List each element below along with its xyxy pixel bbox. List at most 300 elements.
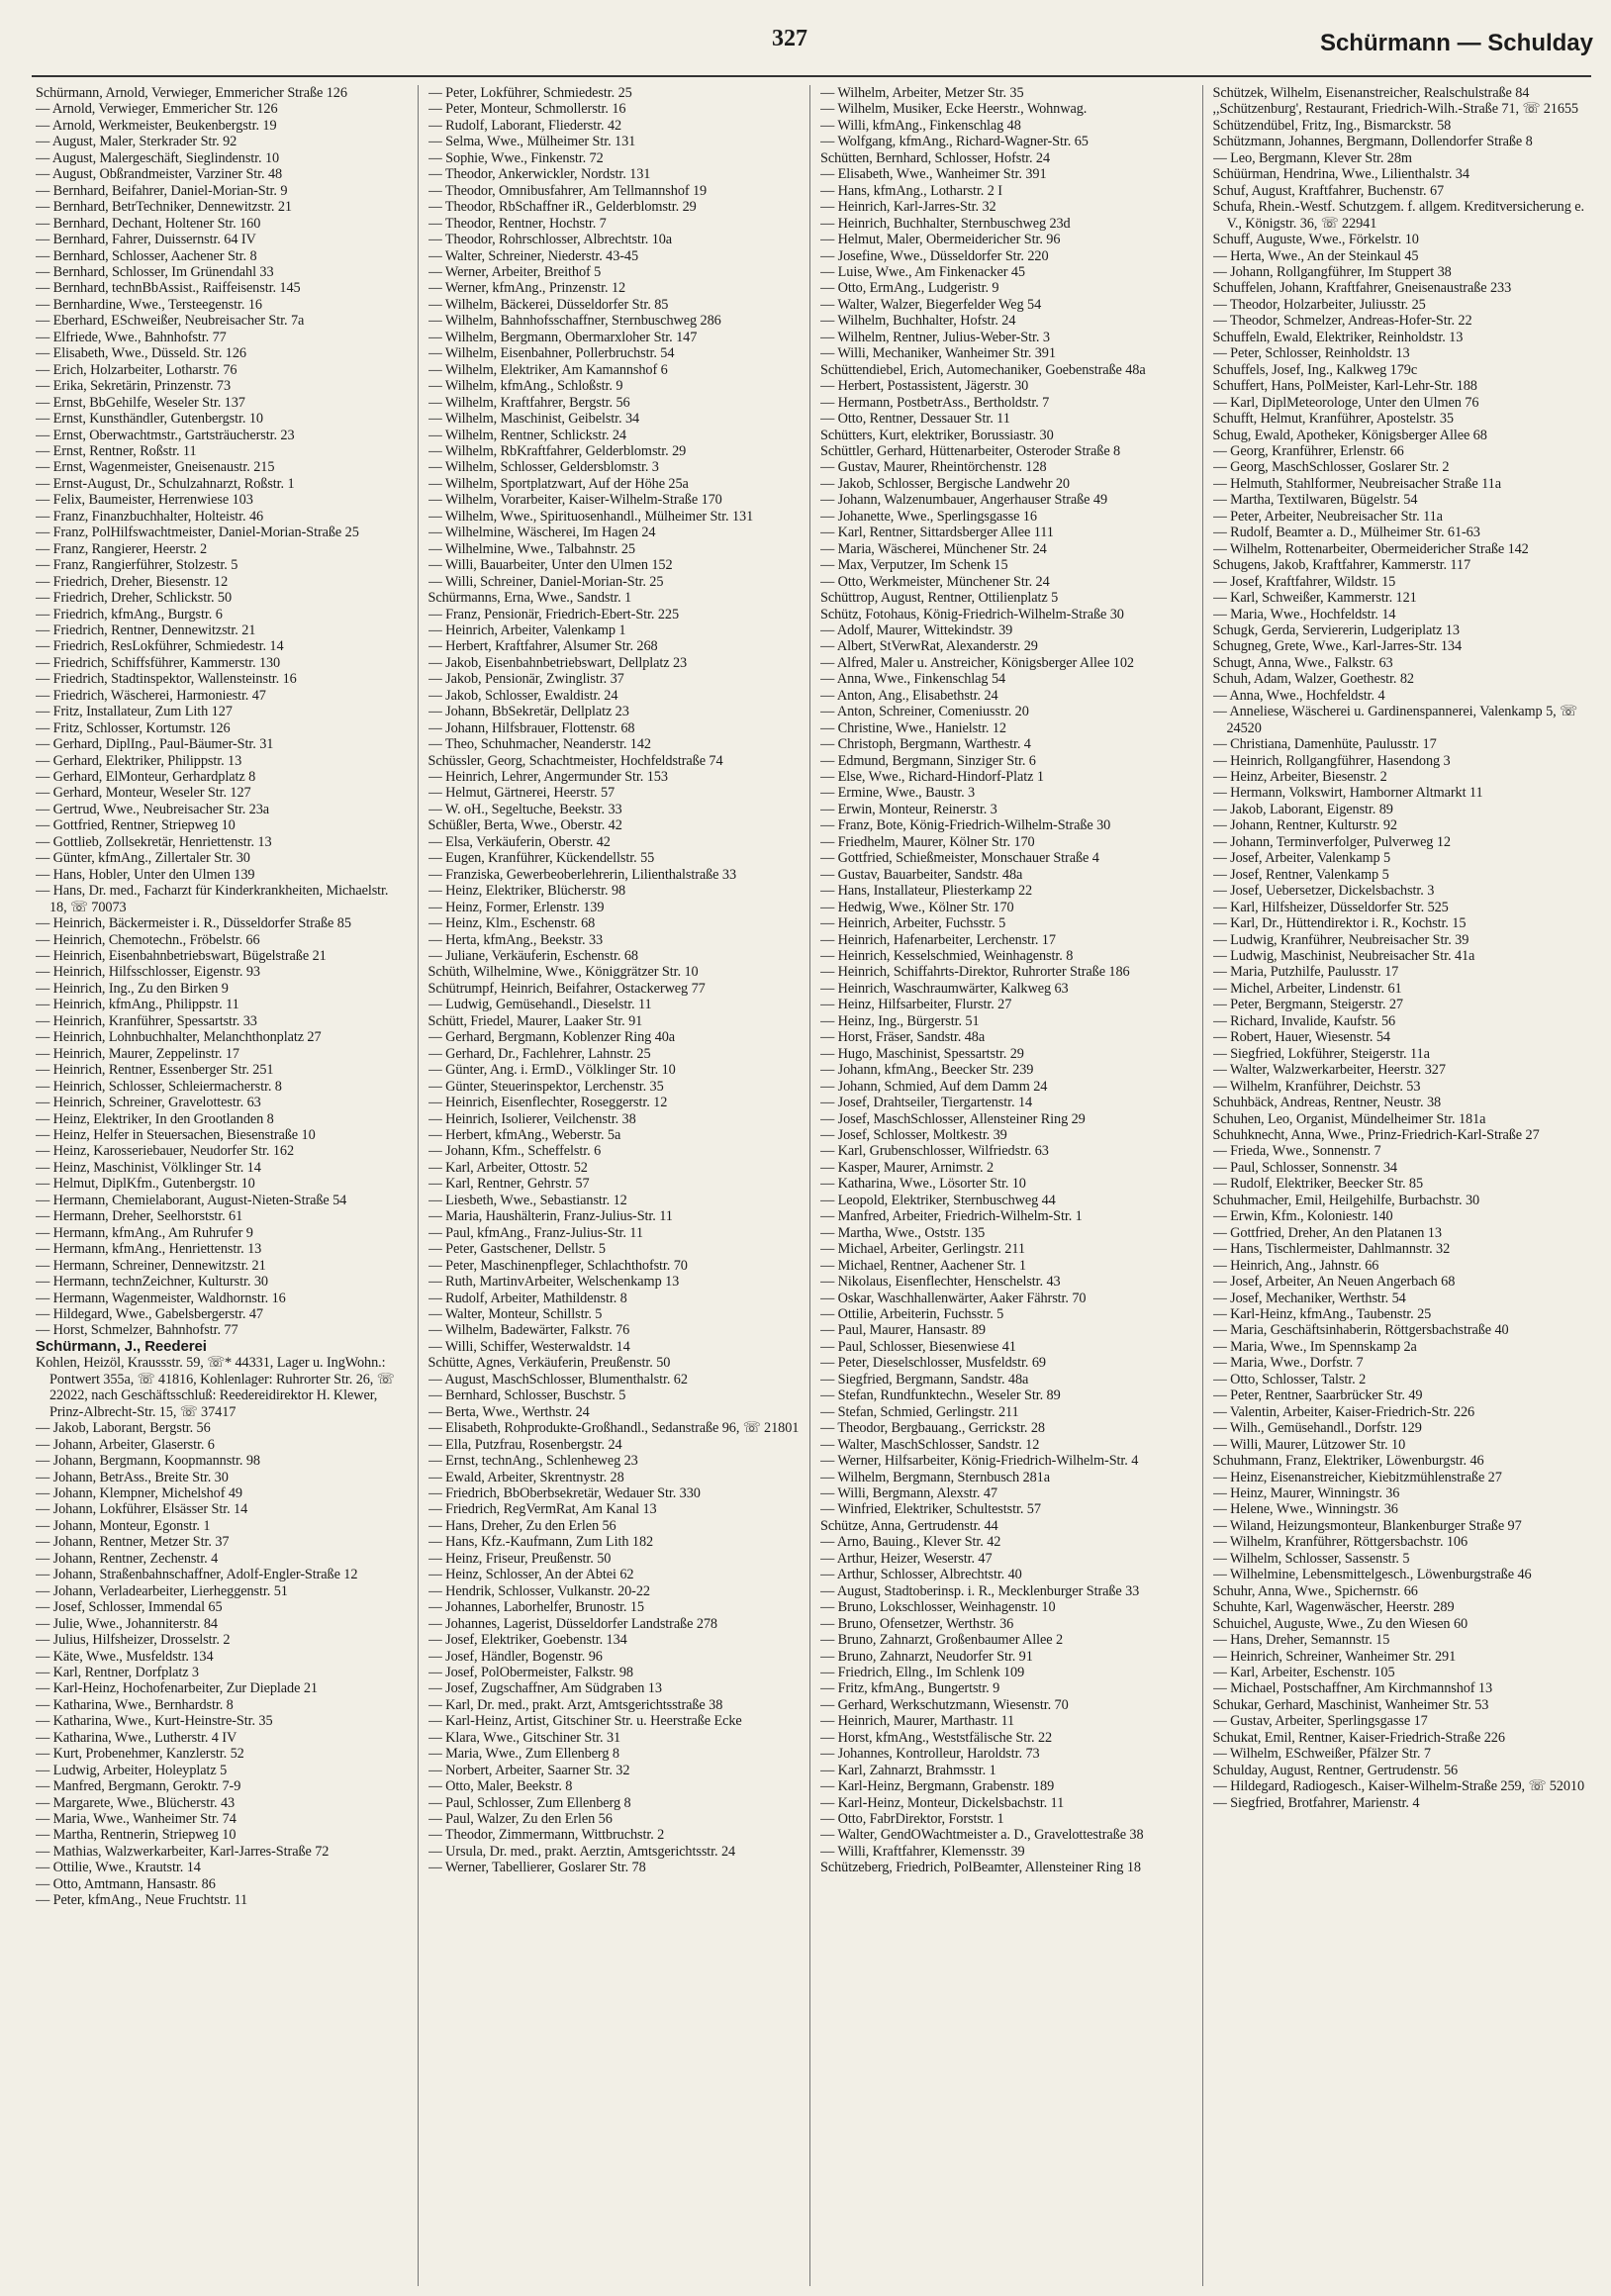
- directory-entry: — Friedhelm, Maurer, Kölner Str. 170: [820, 833, 1035, 850]
- directory-entry: — Stefan, Schmied, Gerlingstr. 211: [820, 1403, 1019, 1420]
- directory-entry: — Katharina, Wwe., Lösorter Str. 10: [820, 1176, 1026, 1193]
- directory-entry: — Johann, Rollgangführer, Im Stuppert 38: [1212, 263, 1452, 280]
- directory-entry: — Johann, BetrAss., Breite Str. 30: [36, 1469, 229, 1485]
- directory-entry: — Friedrich, Wäscherei, Harmoniestr. 47: [36, 687, 266, 704]
- directory-entry: — Heinrich, Schreiner, Wanheimer Str. 291: [1212, 1648, 1457, 1665]
- directory-entry: — Johannes, Laborhelfer, Brunostr. 15: [427, 1599, 644, 1616]
- directory-entry: — Käte, Wwe., Musfeldstr. 134: [36, 1648, 214, 1665]
- directory-entry: — Josef, Drahtseiler, Tiergartenstr. 14: [820, 1095, 1033, 1111]
- page-header: [0, 0, 1611, 59]
- directory-entry: — Peter, Rentner, Saarbrücker Str. 49: [1212, 1387, 1423, 1404]
- directory-entry: — Felix, Baumeister, Herrenwiese 103: [36, 492, 253, 509]
- directory-entry: — Josef, Schlosser, Immendal 65: [36, 1599, 223, 1616]
- directory-entry: — Franz, Bote, König-Friedrich-Wilhelm-Straße 30: [820, 817, 1111, 834]
- directory-entry: — Heinrich, Maurer, Zeppelinstr. 17: [36, 1045, 239, 1062]
- directory-entry: — Ludwig, Maschinist, Neubreisacher Str. 41a: [1212, 948, 1475, 965]
- directory-entry: — Wilhelm, Bergmann, Obermarxloher Str. 147: [427, 329, 698, 345]
- directory-entry: — Wilhelm, Schlosser, Geldersblomstr. 3: [427, 459, 659, 476]
- directory-entry: — Johann, Rentner, Kulturstr. 92: [1212, 817, 1397, 834]
- directory-entry: — Erwin, Monteur, Reinerstr. 3: [820, 801, 997, 817]
- directory-entry: — Karl-Heinz, Monteur, Dickelsbachstr. 11: [820, 1794, 1065, 1811]
- directory-entry: — Helmut, DiplKfm., Gutenbergstr. 10: [36, 1176, 255, 1193]
- directory-entry: Schüttler, Gerhard, Hüttenarbeiter, Osteroder Straße 8: [820, 442, 1121, 459]
- directory-entry: — Wilh., Gemüsehandl., Dorfstr. 129: [1212, 1420, 1422, 1437]
- directory-entry: — Wilhelm, Kraftfahrer, Bergstr. 56: [427, 394, 630, 411]
- directory-entry: — Josef, Mechaniker, Werthstr. 54: [1212, 1290, 1406, 1306]
- directory-entry: — Fritz, kfmAng., Bungertstr. 9: [820, 1680, 1000, 1697]
- directory-entry: Schukar, Gerhard, Maschinist, Wanheimer Str. 53: [1212, 1696, 1489, 1713]
- directory-entry: — Peter, Maschinenpfleger, Schlachthofstr. 70: [427, 1257, 688, 1274]
- directory-entry: — Bernhardine, Wwe., Tersteegenstr. 16: [36, 296, 262, 313]
- directory-entry: — Wilhelm, Maschinist, Geibelstr. 34: [427, 411, 640, 428]
- directory-entry: — Arno, Bauing., Klever Str. 42: [820, 1534, 1001, 1551]
- directory-entry: — Margarete, Wwe., Blücherstr. 43: [36, 1794, 236, 1811]
- directory-entry: — Johann, Straßenbahnschaffner, Adolf-Engler-Straße 12: [36, 1567, 358, 1583]
- directory-entry: — Walter, GendOWachtmeister a. D., Gravelottestraße 38: [820, 1827, 1144, 1844]
- directory-entry: — Wilhelm, Musiker, Ecke Heerstr., Wohnwag.: [820, 101, 1088, 118]
- directory-entry: — Wilhelmine, Wwe., Talbahnstr. 25: [427, 540, 635, 557]
- directory-entry: — Wiland, Heizungsmonteur, Blankenburger Straße 97: [1212, 1517, 1522, 1534]
- directory-entry: — August, Obßrandmeister, Varziner Str. 48: [36, 166, 283, 183]
- directory-entry: — Wilhelm, Bäckerei, Düsseldorfer Str. 85: [427, 296, 669, 313]
- directory-entry: — Bernhard, Beifahrer, Daniel-Morian-Str. 9: [36, 182, 288, 199]
- directory-entry: — Paul, Schlosser, Sonnenstr. 34: [1212, 1159, 1397, 1176]
- directory-entry: — Horst, Schmelzer, Bahnhofstr. 77: [36, 1322, 238, 1339]
- directory-entry: Schuhbäck, Andreas, Rentner, Neustr. 38: [1212, 1095, 1442, 1111]
- directory-entry: Schuff, Auguste, Wwe., Förkelstr. 10: [1212, 232, 1419, 248]
- directory-entry: — Josef, Arbeiter, An Neuen Angerbach 68: [1212, 1274, 1456, 1291]
- directory-entry: — August, Stadtoberinsp. i. R., Mecklenburger Straße 33: [820, 1582, 1140, 1599]
- directory-entry: — Heinz, Klm., Eschenstr. 68: [427, 915, 596, 932]
- directory-entry: — Jakob, Laborant, Eigenstr. 89: [1212, 801, 1393, 817]
- directory-entry: — Gottlieb, Zollsekretär, Henriettenstr. 13: [36, 833, 272, 850]
- directory-entry: — Erwin, Kfm., Koloniestr. 140: [1212, 1208, 1393, 1225]
- directory-entry: Schufft, Helmut, Kranführer, Apostelstr. 35: [1212, 411, 1454, 428]
- directory-entry: — Albert, StVerwRat, Alexanderstr. 29: [820, 638, 1038, 655]
- directory-entry: Schützek, Wilhelm, Eisenanstreicher, Realschulstraße 84: [1212, 85, 1530, 101]
- directory-entry: — Bernhard, BetrTechniker, Dennewitzstr. 21: [36, 199, 292, 216]
- directory-entry: — Heinz, Hilfsarbeiter, Flurstr. 27: [820, 997, 1012, 1013]
- directory-entry: — Jakob, Laborant, Bergstr. 56: [36, 1420, 211, 1437]
- directory-entry: — Theo, Schuhmacher, Neanderstr. 142: [427, 736, 651, 753]
- directory-entry: — Heinz, Schlosser, An der Abtei 62: [427, 1567, 634, 1583]
- directory-entry: Schuf, August, Kraftfahrer, Buchenstr. 67: [1212, 182, 1445, 199]
- directory-entry: — Christoph, Bergmann, Warthestr. 4: [820, 736, 1031, 753]
- directory-entry: — Franz, Rangierführer, Stolzestr. 5: [36, 557, 238, 574]
- directory-entry: — Johann, Monteur, Egonstr. 1: [36, 1517, 211, 1534]
- directory-entry: — Bernhard, Dechant, Holtener Str. 160: [36, 215, 261, 232]
- directory-entry: — Heinrich, Lohnbuchhalter, Melanchthonplatz 27: [36, 1029, 322, 1046]
- directory-entry: — Georg, Kranführer, Erlenstr. 66: [1212, 442, 1404, 459]
- directory-entry: — Wilhelm, Bahnhofsschaffner, Sternbuschweg 286: [427, 313, 721, 330]
- directory-entry: — Bernhard, Schlosser, Aachener Str. 8: [36, 247, 257, 264]
- directory-entry: — Wilhelm, Schlosser, Sassenstr. 5: [1212, 1550, 1410, 1567]
- header-rule: [32, 75, 1591, 77]
- directory-entry: — Wilhelm, Bergmann, Sternbusch 281a: [820, 1469, 1050, 1485]
- directory-entry: — Helmut, Maler, Obermeidericher Str. 96: [820, 232, 1061, 248]
- directory-entry: — Heinz, Helfer in Steuersachen, Biesenstraße 10: [36, 1127, 316, 1143]
- directory-entry: — Josef, Zugschaffner, Am Südgraben 13: [427, 1680, 662, 1697]
- directory-entry: — Theodor, Ankerwickler, Nordstr. 131: [427, 166, 651, 183]
- directory-entry: — Maria, Geschäftsinhaberin, Röttgersbachstraße 40: [1212, 1322, 1509, 1339]
- directory-entry: — Eugen, Kranführer, Kückendellstr. 55: [427, 850, 655, 867]
- directory-entry: — Josef, Elektriker, Goebenstr. 134: [427, 1632, 627, 1649]
- directory-entry: — Hans, Kfz.-Kaufmann, Zum Lith 182: [427, 1534, 654, 1551]
- directory-entry: Schukat, Emil, Rentner, Kaiser-Friedrich-Straße 226: [1212, 1729, 1505, 1746]
- directory-entry: — Wilhelmine, Lebensmittelgesch., Löwenburgstraße 46: [1212, 1567, 1532, 1583]
- directory-entry: — Wilhelm, RbKraftfahrer, Gelderblomstr. 29: [427, 442, 687, 459]
- directory-entry: Schürmann, Arnold, Verwieger, Emmericher Straße 126: [36, 85, 347, 101]
- directory-entry: — Karl, Arbeiter, Ottostr. 52: [427, 1159, 588, 1176]
- directory-entry: — Gottfried, Schießmeister, Monschauer Straße 4: [820, 850, 1099, 867]
- directory-entry: — Wilhelm, Sportplatzwart, Auf der Höhe 25a: [427, 475, 689, 492]
- directory-entry: — Manfred, Bergmann, Geroktr. 7-9: [36, 1778, 241, 1795]
- directory-entry: — Ermine, Wwe., Baustr. 3: [820, 785, 976, 802]
- directory-entry: — Gerhard, Bergmann, Koblenzer Ring 40a: [427, 1029, 676, 1046]
- directory-entry: — Gerhard, Dr., Fachlehrer, Lahnstr. 25: [427, 1045, 651, 1062]
- directory-entry: Schüttrop, August, Rentner, Ottilienplatz 5: [820, 590, 1059, 607]
- directory-entry: — Wilhelm, Wwe., Spirituosenhandl., Mülheimer Str. 131: [427, 508, 754, 525]
- directory-entry: — Ernst, Kunsthändler, Gutenbergstr. 10: [36, 411, 263, 428]
- directory-entry: — Julius, Hilfsheizer, Drosselstr. 2: [36, 1632, 231, 1649]
- directory-entry: — Ursula, Dr. med., prakt. Aerztin, Amtsgerichtsstr. 24: [427, 1843, 736, 1860]
- directory-entry: — Friedrich, Ellng., Im Schlenk 109: [820, 1664, 1025, 1680]
- directory-entry: Schuh, Adam, Walzer, Goethestr. 82: [1212, 671, 1414, 688]
- directory-entry: — Otto, Werkmeister, Münchener Str. 24: [820, 573, 1050, 590]
- directory-entry: — Heinrich, Karl-Jarres-Str. 32: [820, 199, 996, 216]
- directory-entry: — Heinz, Elektriker, Blücherstr. 98: [427, 883, 626, 900]
- directory-entry: — Heinz, Maschinist, Völklinger Str. 14: [36, 1159, 261, 1176]
- directory-entry: — Peter, Bergmann, Steigerstr. 27: [1212, 997, 1403, 1013]
- directory-entry: — Heinrich, Schreiner, Gravelottestr. 63: [36, 1095, 261, 1111]
- directory-entry: — Jakob, Schlosser, Bergische Landwehr 20: [820, 475, 1070, 492]
- directory-entry: Schürmanns, Erna, Wwe., Sandstr. 1: [427, 590, 632, 607]
- directory-entry: — Sophie, Wwe., Finkenstr. 72: [427, 149, 604, 166]
- directory-entry: — Elfriede, Wwe., Bahnhofstr. 77: [36, 329, 227, 345]
- directory-entry: — Otto, Amtmann, Hansastr. 86: [36, 1875, 216, 1892]
- directory-entry: — Wilhelm, ESchweißer, Pfälzer Str. 7: [1212, 1746, 1431, 1763]
- directory-entry: — Karl-Heinz, kfmAng., Taubenstr. 25: [1212, 1305, 1432, 1322]
- directory-entry: Schütz, Fotohaus, König-Friedrich-Wilhelm-Straße 30: [820, 606, 1124, 622]
- directory-entry: — Josef, Kraftfahrer, Wildstr. 15: [1212, 573, 1396, 590]
- directory-entry: — Ludwig, Arbeiter, Holeyplatz 5: [36, 1762, 228, 1778]
- directory-entry: — Else, Wwe., Richard-Hindorf-Platz 1: [820, 769, 1044, 786]
- directory-entry: — Friedrich, Schiffsführer, Kammerstr. 130: [36, 654, 281, 671]
- directory-entry: Schuhr, Anna, Wwe., Spichernstr. 66: [1212, 1582, 1418, 1599]
- directory-entry: — Michel, Arbeiter, Lindenstr. 61: [1212, 980, 1402, 997]
- directory-entry: — Arthur, Schlosser, Albrechtstr. 40: [820, 1567, 1022, 1583]
- directory-entry: — Stefan, Rundfunktechn., Weseler Str. 89: [820, 1387, 1061, 1404]
- directory-entry: Schüßler, Berta, Wwe., Oberstr. 42: [427, 817, 622, 834]
- directory-entry: — Willi, Bergmann, Alexstr. 47: [820, 1484, 997, 1501]
- directory-entry: — Gustav, Arbeiter, Sperlingsgasse 17: [1212, 1713, 1428, 1730]
- directory-entry: — Johann, Bergmann, Koopmannstr. 98: [36, 1453, 260, 1470]
- directory-entry: — Josef, Händler, Bogenstr. 96: [427, 1648, 603, 1665]
- directory-entry: Schüth, Wilhelmine, Wwe., Königgrätzer Str. 10: [427, 964, 699, 981]
- directory-entry: Schuffels, Josef, Ing., Kalkweg 179c: [1212, 361, 1418, 378]
- directory-entry: — Katharina, Wwe., Kurt-Heinstre-Str. 35: [36, 1713, 273, 1730]
- directory-entry: — Heinrich, Ang., Jahnstr. 66: [1212, 1257, 1379, 1274]
- directory-entry: Schug, Ewald, Apotheker, Königsberger Allee 68: [1212, 427, 1487, 443]
- directory-entry: — Wolfgang, kfmAng., Richard-Wagner-Str. 65: [820, 134, 1089, 150]
- directory-entry: — Hermann, Dreher, Seelhorststr. 61: [36, 1208, 243, 1225]
- directory-entry: — Bernhard, Schlosser, Buschstr. 5: [427, 1387, 626, 1404]
- directory-entry: — Maria, Wwe., Hochfeldstr. 14: [1212, 606, 1396, 622]
- directory-entry: — Gerhard, Elektriker, Philippstr. 13: [36, 752, 242, 769]
- directory-entry: — Ruth, MartinvArbeiter, Welschenkamp 13: [427, 1274, 680, 1291]
- directory-entry: — Heinz, Eisenanstreicher, Kiebitzmühlenstraße 27: [1212, 1469, 1502, 1485]
- directory-entry: — Heinrich, Arbeiter, Fuchsstr. 5: [820, 915, 1006, 932]
- directory-entry: — Heinrich, Rollgangführer, Hasendong 3: [1212, 752, 1451, 769]
- directory-entry: — Mathias, Walzwerkarbeiter, Karl-Jarres-Straße 72: [36, 1843, 330, 1860]
- directory-entry: — Rudolf, Laborant, Fliederstr. 42: [427, 117, 622, 134]
- directory-entry: — Peter, kfmAng., Neue Fruchtstr. 11: [36, 1892, 248, 1909]
- directory-entry: — Josef, Arbeiter, Valenkamp 5: [1212, 850, 1391, 867]
- directory-entry: — Johann, BbSekretär, Dellplatz 23: [427, 704, 629, 720]
- directory-entry: — Michael, Rentner, Aachener Str. 1: [820, 1257, 1026, 1274]
- directory-entry: — Walter, Walzwerkarbeiter, Heerstr. 327: [1212, 1062, 1446, 1079]
- directory-entry: — Walter, Walzer, Biegerfelder Weg 54: [820, 296, 1042, 313]
- directory-entry: — Christine, Wwe., Hanielstr. 12: [820, 719, 1006, 736]
- directory-entry: — Hermann, Volkswirt, Hamborner Altmarkt 11: [1212, 785, 1483, 802]
- directory-entry: Schuffeln, Ewald, Elektriker, Reinholdstr. 13: [1212, 329, 1464, 345]
- directory-entry: — Walter, MaschSchlosser, Sandstr. 12: [820, 1436, 1040, 1453]
- directory-entry: — Heinrich, kfmAng., Philippstr. 11: [36, 997, 239, 1013]
- directory-entry: — Hermann, Chemielaborant, August-Nieten-Straße 54: [36, 1192, 347, 1208]
- directory-entry: — Richard, Invalide, Kaufstr. 56: [1212, 1012, 1396, 1029]
- directory-entry: — Hermann, technZeichner, Kulturstr. 30: [36, 1274, 268, 1291]
- column-1: [36, 85, 419, 2286]
- directory-entry: — Johann, Rentner, Zechenstr. 4: [36, 1550, 219, 1567]
- directory-entry: — Wilhelm, Vorarbeiter, Kaiser-Wilhelm-Straße 170: [427, 492, 722, 509]
- directory-entry: — Michael, Arbeiter, Gerlingstr. 211: [820, 1241, 1025, 1258]
- directory-entry: — Johann, Terminverfolger, Pulverweg 12: [1212, 833, 1451, 850]
- directory-entry: — Karl-Heinz, Artist, Gitschiner Str. u. Heerstraße Ecke: [427, 1713, 742, 1730]
- directory-entry: — Werner, kfmAng., Prinzenstr. 12: [427, 280, 626, 297]
- directory-entry: — Wilhelm, Badewärter, Falkstr. 76: [427, 1322, 630, 1339]
- directory-entry: Schugneg, Grete, Wwe., Karl-Jarres-Str. 134: [1212, 638, 1463, 655]
- directory-entry: — Wilhelm, kfmAng., Schloßstr. 9: [427, 378, 623, 395]
- directory-entry: Schüttendiebel, Erich, Automechaniker, Goebenstraße 48a: [820, 361, 1146, 378]
- directory-entry: — Gerhard, ElMonteur, Gerhardplatz 8: [36, 769, 256, 786]
- directory-entry: Schürmann, J., Reederei: [36, 1337, 207, 1355]
- directory-entry: — Friedrich, Dreher, Biesenstr. 12: [36, 573, 229, 590]
- directory-entry: — Willi, Maurer, Lützower Str. 10: [1212, 1436, 1406, 1453]
- directory-entry: — Gerhard, Werkschutzmann, Wiesenstr. 70: [820, 1696, 1069, 1713]
- directory-entry: — Hildegard, Radiogesch., Kaiser-Wilhelm-Straße 259, ☏ 52010: [1212, 1778, 1584, 1795]
- directory-entry: — Heinrich, Kesselschmied, Weinhagenstr. 8: [820, 948, 1074, 965]
- directory-entry: — Peter, Schlosser, Reinholdstr. 13: [1212, 345, 1410, 362]
- directory-entry: — Winfried, Elektriker, Schulteststr. 57: [820, 1501, 1041, 1518]
- directory-entry: — Josef, Rentner, Valenkamp 5: [1212, 866, 1389, 883]
- directory-entry: — Bernhard, Fahrer, Duissernstr. 64 IV: [36, 232, 256, 248]
- directory-entry: — Rudolf, Beamter a. D., Mülheimer Str. 61-63: [1212, 525, 1480, 541]
- directory-entry: — Karl, Arbeiter, Eschenstr. 105: [1212, 1664, 1395, 1680]
- directory-entry: — Josef, Schlosser, Moltkestr. 39: [820, 1127, 1007, 1143]
- directory-entry: — Herta, Wwe., An der Steinkaul 45: [1212, 247, 1419, 264]
- directory-entry: — Karl-Heinz, Bergmann, Grabenstr. 189: [820, 1778, 1055, 1795]
- directory-entry: — Ernst, Rentner, Roßstr. 11: [36, 442, 197, 459]
- directory-entry: — Werner, Arbeiter, Breithof 5: [427, 263, 602, 280]
- directory-entry: — Johanette, Wwe., Sperlingsgasse 16: [820, 508, 1037, 525]
- directory-entry: — Maria, Wwe., Zum Ellenberg 8: [427, 1746, 619, 1763]
- directory-entry: — Kasper, Maurer, Arnimstr. 2: [820, 1159, 995, 1176]
- directory-entry: — Karl, Dr., Hüttendirektor i. R., Kochstr. 15: [1212, 915, 1467, 932]
- directory-entry: — Hermann, Schreiner, Dennewitzstr. 21: [36, 1257, 266, 1274]
- directory-entry: — Heinrich, Schlosser, Schleiermacherstr. 8: [36, 1078, 282, 1095]
- directory-entry: — Peter, Gastschener, Dellstr. 5: [427, 1241, 606, 1258]
- directory-entry: — Heinrich, Bäckermeister i. R., Düsseldorfer Straße 85: [36, 915, 351, 932]
- directory-entry: — Eberhard, ESchweißer, Neubreisacher Str. 7a: [36, 313, 305, 330]
- directory-entry: — Bruno, Zahnarzt, Großenbaumer Allee 2: [820, 1632, 1064, 1649]
- directory-entry: — Manfred, Arbeiter, Friedrich-Wilhelm-Str. 1: [820, 1208, 1083, 1225]
- directory-entry: — Günter, Steuerinspektor, Lerchenstr. 35: [427, 1078, 664, 1095]
- directory-entry: — Heinz, Ing., Bürgerstr. 51: [820, 1012, 980, 1029]
- directory-entry: — Josefine, Wwe., Düsseldorfer Str. 220: [820, 247, 1049, 264]
- directory-entry: Schugt, Anna, Wwe., Falkstr. 63: [1212, 654, 1393, 671]
- directory-entry: — Maria, Wwe., Wanheimer Str. 74: [36, 1811, 237, 1828]
- directory-entry: — August, Maler, Sterkrader Str. 92: [36, 134, 237, 150]
- directory-entry: — Ottilie, Arbeiterin, Fuchsstr. 5: [820, 1305, 1004, 1322]
- page-number: 327: [772, 26, 807, 51]
- directory-entry: — Wilhelm, Kranführer, Röttgersbachstr. 106: [1212, 1534, 1469, 1551]
- directory-entry: — Hans, Hobler, Unter den Ulmen 139: [36, 866, 255, 883]
- directory-entry: — Elisabeth, Rohprodukte-Großhandl., Sedanstraße 96, ☏ 21801: [427, 1420, 800, 1437]
- directory-entry: — Heinrich, Maurer, Marthastr. 11: [820, 1713, 1015, 1730]
- directory-entry: — Heinrich, Eisenflechter, Roseggerstr. 12: [427, 1095, 668, 1111]
- directory-entry: — Ernst, Wagenmeister, Gneisenaustr. 215: [36, 459, 275, 476]
- directory-entry: — Franz, PolHilfswachtmeister, Daniel-Morian-Straße 25: [36, 525, 359, 541]
- directory-entry: Schufa, Rhein.-Westf. Schutzgem. f. allgem. Kreditversicherung e. V., Königstr. 36, ☏ 22941: [1212, 199, 1584, 232]
- directory-entry: Schützeberg, Friedrich, PolBeamter, Allensteiner Ring 18: [820, 1860, 1141, 1876]
- directory-entry: — Friedrich, BbOberbsekretär, Wedauer Str. 330: [427, 1484, 701, 1501]
- directory-entry: — Helmuth, Stahlformer, Neubreisacher Straße 11a: [1212, 475, 1501, 492]
- directory-entry: Schuffert, Hans, PolMeister, Karl-Lehr-Str. 188: [1212, 378, 1477, 395]
- directory-entry: — Günter, kfmAng., Zillertaler Str. 30: [36, 850, 250, 867]
- directory-entry: — Karl, Grubenschlosser, Wilfriedstr. 63: [820, 1143, 1049, 1160]
- directory-entry: — Johann, Schmied, Auf dem Damm 24: [820, 1078, 1048, 1095]
- directory-entry: — Karl, Dr. med., prakt. Arzt, Amtsgerichtsstraße 38: [427, 1696, 723, 1713]
- directory-entry: — Arnold, Werkmeister, Beukenbergstr. 19: [36, 117, 277, 134]
- directory-entry: — Selma, Wwe., Mülheimer Str. 131: [427, 134, 636, 150]
- directory-entry: — Theodor, Zimmermann, Wittbruchstr. 2: [427, 1827, 665, 1844]
- directory-entry: — Bernhard, Schlosser, Im Grünendahl 33: [36, 263, 274, 280]
- directory-entry: Schütters, Kurt, elektriker, Borussiastr. 30: [820, 427, 1054, 443]
- directory-entry: — Bruno, Lokschlosser, Weinhagenstr. 10: [820, 1599, 1056, 1616]
- directory-entry: — Jakob, Pensionär, Zwinglistr. 37: [427, 671, 624, 688]
- directory-entry: Schütze, Anna, Gertrudenstr. 44: [820, 1517, 998, 1534]
- directory-entry: — Johann, Klempner, Michelshof 49: [36, 1484, 242, 1501]
- directory-entry: — Friedrich, RegVermRat, Am Kanal 13: [427, 1501, 657, 1518]
- directory-entry: — Heinrich, Hafenarbeiter, Lerchenstr. 17: [820, 931, 1056, 948]
- directory-entry: — Martha, Rentnerin, Striepweg 10: [36, 1827, 237, 1844]
- directory-entry: — Theodor, Holzarbeiter, Juliusstr. 25: [1212, 296, 1426, 313]
- directory-entry: Schüürman, Hendrina, Wwe., Lilienthalstr. 34: [1212, 166, 1469, 183]
- directory-entry: — Peter, Lokführer, Schmiedestr. 25: [427, 85, 632, 101]
- directory-entry: — Ella, Putzfrau, Rosenbergstr. 24: [427, 1436, 622, 1453]
- directory-entry: — Anton, Schreiner, Comeniusstr. 20: [820, 704, 1029, 720]
- directory-entry: — Klara, Wwe., Gitschiner Str. 31: [427, 1729, 621, 1746]
- directory-entry: — Gottfried, Rentner, Striepweg 10: [36, 817, 236, 834]
- directory-entry: — Hans, Installateur, Pliesterkamp 22: [820, 883, 1033, 900]
- directory-entry: — Wilhelm, Elektriker, Am Kamannshof 6: [427, 361, 668, 378]
- directory-entry: Schuhmann, Franz, Elektriker, Löwenburgstr. 46: [1212, 1453, 1484, 1470]
- directory-entry: — Hermann, kfmAng., Henriettenstr. 13: [36, 1241, 262, 1258]
- directory-entry: — Karl, Rentner, Sittardsberger Allee 111: [820, 525, 1054, 541]
- directory-entry: — Paul, Schlosser, Zum Ellenberg 8: [427, 1794, 631, 1811]
- directory-entry: — Fritz, Schlosser, Kortumstr. 126: [36, 719, 231, 736]
- directory-entry: — Horst, kfmAng., Weststfälische Str. 22: [820, 1729, 1053, 1746]
- directory-entry: — Peter, Arbeiter, Neubreisacher Str. 11a: [1212, 508, 1443, 525]
- directory-entry: — Heinrich, Lehrer, Angermunder Str. 153: [427, 769, 668, 786]
- directory-entry: — Friedrich, Stadtinspektor, Wallensteinstr. 16: [36, 671, 297, 688]
- directory-entry: — Maria, Putzhilfe, Paulusstr. 17: [1212, 964, 1399, 981]
- directory-entry: — Johann, Hilfsbrauer, Flottenstr. 68: [427, 719, 635, 736]
- directory-entry: — Julie, Wwe., Johanniterstr. 84: [36, 1615, 218, 1632]
- directory-entry: — Robert, Hauer, Wiesenstr. 54: [1212, 1029, 1390, 1046]
- directory-entry: — Ewald, Arbeiter, Skrentnystr. 28: [427, 1469, 624, 1485]
- directory-entry: — Johann, Verladearbeiter, Lierheggenstr. 51: [36, 1582, 288, 1599]
- directory-entry: — Johann, Lokführer, Elsässer Str. 14: [36, 1501, 248, 1518]
- directory-entry: — Willi, kfmAng., Finkenschlag 48: [820, 117, 1021, 134]
- directory-entry: — Paul, Walzer, Zu den Erlen 56: [427, 1811, 613, 1828]
- directory-entry: — Liesbeth, Wwe., Sebastianstr. 12: [427, 1192, 627, 1208]
- directory-entry: — Theodor, Omnibusfahrer, Am Tellmannshof 19: [427, 182, 708, 199]
- directory-entry: — Jakob, Schlosser, Ewaldistr. 24: [427, 687, 618, 704]
- directory-entry: — Peter, Monteur, Schmollerstr. 16: [427, 101, 626, 118]
- directory-entry: — Arthur, Heizer, Weserstr. 47: [820, 1550, 993, 1567]
- directory-entry: — Siegfried, Bergmann, Sandstr. 48a: [820, 1371, 1029, 1387]
- directory-entry: Schugk, Gerda, Serviererin, Ludgeriplatz 13: [1212, 622, 1460, 638]
- column-3: [820, 85, 1203, 2286]
- directory-entry: — Heinrich, Chemotechn., Fröbelstr. 66: [36, 931, 260, 948]
- directory-entry: — Heinrich, Kranführer, Spessartstr. 33: [36, 1012, 257, 1029]
- directory-entry: — Gerhard, DiplIng., Paul-Bäumer-Str. 31: [36, 736, 274, 753]
- directory-entry: — Christiana, Damenhüte, Paulusstr. 17: [1212, 736, 1437, 753]
- directory-entry: — August, Malergeschäft, Sieglindenstr. 10: [36, 149, 280, 166]
- directory-entry: — Georg, MaschSchlosser, Goslarer Str. 2: [1212, 459, 1450, 476]
- directory-entry: — Alfred, Maler u. Anstreicher, Königsberger Allee 102: [820, 654, 1134, 671]
- directory-entry: — Gerhard, Monteur, Weseler Str. 127: [36, 785, 251, 802]
- directory-entry: — Hermann, PostbetrAss., Bertholdstr. 7: [820, 394, 1050, 411]
- directory-entry: — Michael, Postschaffner, Am Kirchmannshof 13: [1212, 1680, 1493, 1697]
- directory-entry: — Ernst, BbGehilfe, Weseler Str. 137: [36, 394, 245, 411]
- directory-entry: — Paul, Maurer, Hansastr. 89: [820, 1322, 986, 1339]
- directory-entry: — Otto, Rentner, Dessauer Str. 11: [820, 411, 1010, 428]
- directory-entry: — Erika, Sekretärin, Prinzenstr. 73: [36, 378, 232, 395]
- directory-entry: — Luise, Wwe., Am Finkenacker 45: [820, 263, 1025, 280]
- directory-entry: — Johann, Arbeiter, Glaserstr. 6: [36, 1436, 215, 1453]
- directory-entry: — Franziska, Gewerbeoberlehrerin, Lilienthalstraße 33: [427, 866, 736, 883]
- directory-entry: Kohlen, Heizöl, Kraussstr. 59, ☏* 44331, Lager u. IngWohn.: Pontwert 355a, ☏ 41816, Kohlenlager: Ruhrorter Str. 26, ☏ 22022, nach Geschäftsschluß: Reedereidirektor H. Klewer, Prinz-Albrecht-Str. 15, ☏ 37417: [36, 1355, 395, 1420]
- directory-entry: — Hermann, kfmAng., Am Ruhrufer 9: [36, 1224, 253, 1241]
- directory-entry: — Elisabeth, Wwe., Düsseld. Str. 126: [36, 345, 246, 362]
- directory-entry: — Wilhelm, Rottenarbeiter, Obermeidericher Straße 142: [1212, 540, 1529, 557]
- directory-entry: — Heinz, Elektriker, In den Grootlanden 8: [36, 1110, 274, 1127]
- directory-entry: — Heinrich, Waschraumwärter, Kalkweg 63: [820, 980, 1069, 997]
- directory-entry: — Ernst, technAng., Schlenheweg 23: [427, 1453, 638, 1470]
- directory-entry: — Fritz, Installateur, Zum Lith 127: [36, 704, 233, 720]
- directory-entry: — Bruno, Ofensetzer, Werthstr. 36: [820, 1615, 1014, 1632]
- directory-entry: — Max, Verputzer, Im Schenk 15: [820, 557, 1008, 574]
- directory-entry: — Oskar, Waschhallenwärter, Aaker Fährstr. 70: [820, 1290, 1087, 1306]
- directory-entry: — Johann, kfmAng., Beecker Str. 239: [820, 1062, 1034, 1079]
- directory-entry: — Ludwig, Kranführer, Neubreisacher Str. 39: [1212, 931, 1469, 948]
- column-4: [1213, 85, 1595, 2286]
- directory-entry: Schützmann, Johannes, Bergmann, Dollendorfer Straße 8: [1212, 134, 1533, 150]
- directory-entry: — Gustav, Maurer, Rheintörchenstr. 128: [820, 459, 1047, 476]
- directory-entry: — Josef, PolObermeister, Falkstr. 98: [427, 1664, 633, 1680]
